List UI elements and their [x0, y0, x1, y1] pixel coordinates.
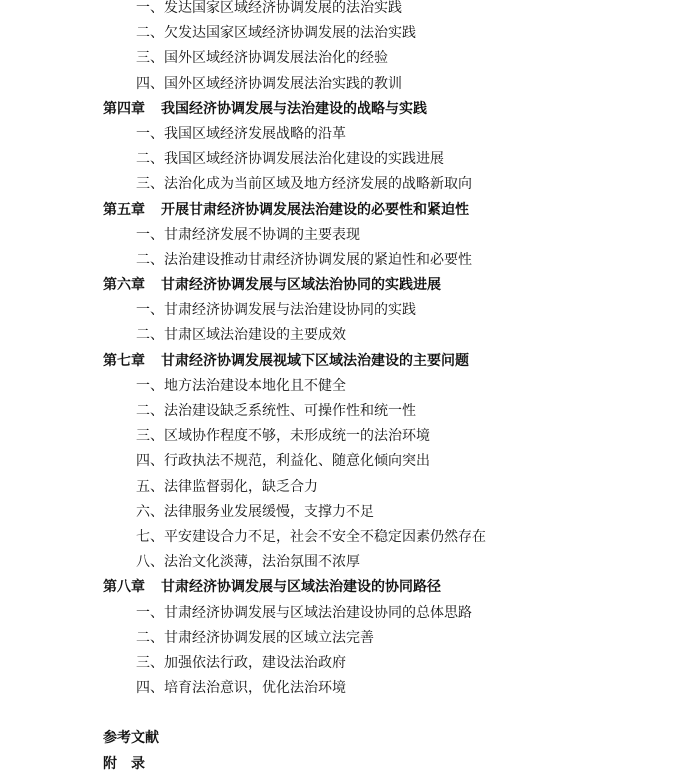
toc-section: 一、甘肃经济协调发展与法治建设协同的实践	[136, 302, 416, 319]
toc-section: 一、地方法治建设本地化且不健全	[136, 377, 346, 394]
toc-section: 四、行政执法不规范，利益化、随意化倾向突出	[136, 453, 430, 470]
toc-references: 参考文献	[103, 730, 159, 747]
toc-section: 二、甘肃区域法治建设的主要成效	[136, 327, 346, 344]
toc-section: 七、平安建设合力不足，社会不安全不稳定因素仍然存在	[136, 528, 486, 545]
toc-chapter-7	[0, 349, 680, 374]
toc-section: 三、加强依法行政，建设法治政府	[136, 654, 346, 671]
toc-section: 一、发达国家区域经济协调发展的法治实践	[136, 0, 402, 16]
toc-section: 四、国外区域经济协调发展法治实践的教训	[136, 75, 402, 92]
toc-section: 一、甘肃经济发展不协调的主要表现	[136, 226, 360, 243]
toc-section: 二、甘肃经济协调发展的区域立法完善	[136, 629, 374, 646]
chapter-label: 第七章	[103, 352, 145, 369]
chapter-title: 甘肃经济协调发展视域下区域法治建设的主要问题	[161, 352, 469, 369]
chapter-label: 第五章	[103, 201, 145, 218]
toc-section: 二、法治建设推动甘肃经济协调发展的紧迫性和必要性	[136, 251, 472, 268]
chapter-label: 第八章	[103, 579, 145, 596]
toc-chapter-5	[0, 198, 680, 223]
toc-section: 一、我国区域经济发展战略的沿革	[136, 125, 346, 142]
chapter-title: 我国经济协调发展与法治建设的战略与实践	[161, 100, 427, 117]
toc-section: 三、法治化成为当前区域及地方经济发展的战略新取向	[136, 176, 472, 193]
toc-section: 三、国外区域经济协调发展法治化的经验	[136, 50, 388, 67]
toc-section: 八、法治文化淡薄，法治氛围不浓厚	[136, 554, 360, 571]
toc-section: 五、法律监督弱化，缺乏合力	[136, 478, 318, 495]
toc-section: 一、甘肃经济协调发展与区域法治建设协同的总体思路	[136, 604, 472, 621]
toc-chapter-6	[0, 273, 680, 298]
toc-section: 四、培育法治意识，优化法治环境	[136, 680, 346, 697]
toc-section: 二、法治建设缺乏系统性、可操作性和统一性	[136, 403, 416, 419]
toc-chapter-4	[0, 97, 680, 122]
chapter-title: 开展甘肃经济协调发展法治建设的必要性和紧迫性	[161, 201, 469, 218]
spacer	[0, 701, 680, 726]
chapter-label: 第六章	[103, 277, 145, 294]
toc-chapter-8	[0, 575, 680, 600]
toc-section: 二、欠发达国家区域经济协调发展的法治实践	[136, 25, 416, 42]
toc-section: 二、我国区域经济协调发展法治化建设的实践进展	[136, 151, 444, 168]
toc-appendix: 附 录	[103, 755, 145, 772]
toc-section: 六、法律服务业发展缓慢，支撑力不足	[136, 503, 374, 520]
chapter-title: 甘肃经济协调发展与区域法治协同的实践进展	[161, 277, 441, 294]
chapter-title: 甘肃经济协调发展与区域法治建设的协同路径	[161, 579, 441, 596]
chapter-label: 第四章	[103, 100, 145, 117]
toc-section: 三、区域协作程度不够，未形成统一的法治环境	[136, 428, 430, 445]
